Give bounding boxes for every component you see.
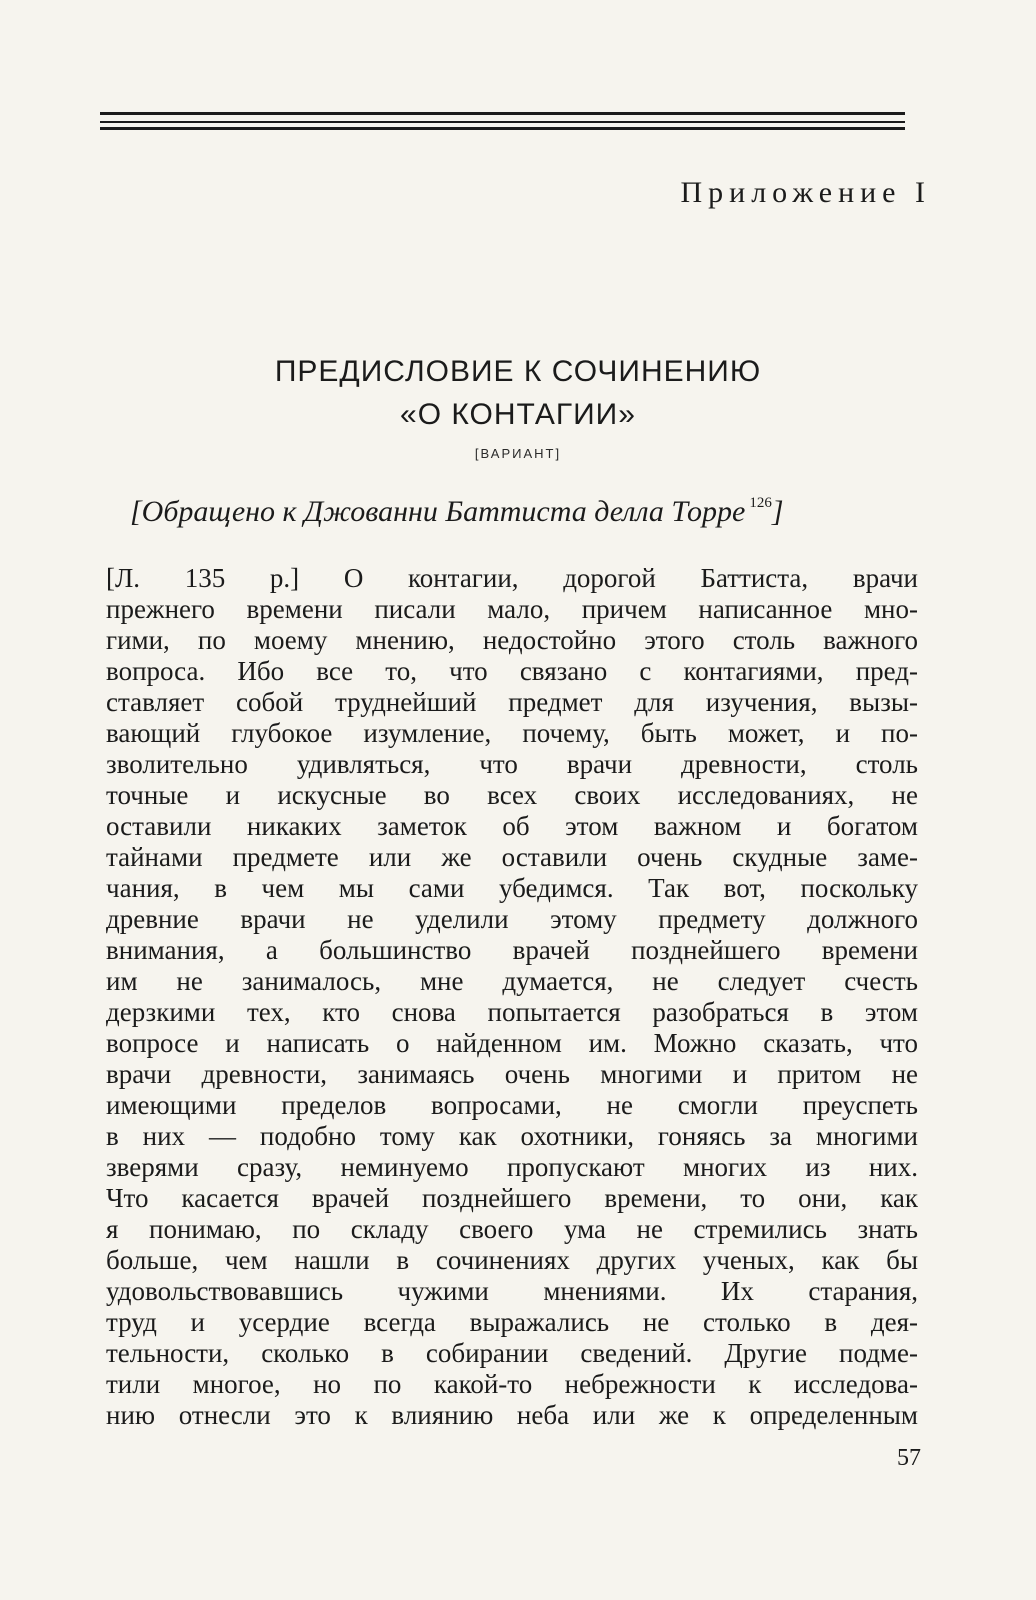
text-line: Что касается врачей позднейшего времени, то они, как (106, 1183, 918, 1213)
dedication-close-bracket: ] (771, 495, 784, 528)
header-rule-middle (100, 121, 905, 123)
dedication-line (130, 495, 910, 529)
text-line: тайнами предмете или же оставили очень скудные заме- (106, 842, 918, 872)
text-line: гими, по моему мнению, недостойно этого столь важного (106, 625, 918, 655)
header-rule-top (100, 112, 905, 115)
text-line: тельности, сколько в собирании сведений. Другие подме- (106, 1338, 918, 1368)
text-line: врачи древности, занимаясь очень многими и притом не (106, 1059, 918, 1089)
page-number: 57 (897, 1445, 921, 1471)
text-line: оставили никаких заметок об этом важном и богатом (106, 811, 918, 841)
text-line: древние врачи не уделили этому предмету должного (106, 904, 918, 934)
text-line: внимания, а большинство врачей позднейшего времени (106, 935, 918, 965)
text-line: я понимаю, по складу своего ума не стремились знать (106, 1214, 918, 1244)
appendix-label: Приложение I (680, 176, 931, 209)
text-line: зволительно удивляться, что врачи древности, столь (106, 749, 918, 779)
text-line: в них — подобно тому как охотники, гоняясь за многими (106, 1121, 918, 1151)
text-line: ставляет собой труднейший предмет для изучения, вызы- (106, 687, 918, 717)
text-line: им не занималось, мне думается, не следует счесть (106, 966, 918, 996)
variant-label: [ВАРИАНТ] (474, 446, 562, 461)
text-line: тили многое, но по какой-то небрежности к исследова- (106, 1369, 918, 1399)
text-line: дерзкими тех, кто снова попытается разобраться в этом (106, 997, 918, 1027)
body-text (106, 563, 918, 1431)
chapter-title-line-2: «О КОНТАГИИ» (400, 398, 636, 431)
text-line: труд и усердие всегда выражались не столько в дея- (106, 1307, 918, 1337)
chapter-title-line-1: ПРЕДИСЛОВИЕ К СОЧИНЕНИЮ (274, 355, 762, 388)
text-line: вопросе и написать о найденном им. Можно сказать, что (106, 1028, 918, 1058)
text-line: больше, чем нашли в сочинениях других ученых, как бы (106, 1245, 918, 1275)
footnote-reference: 126 (749, 495, 772, 511)
text-line: удовольствовавшись чужими мнениями. Их старания, (106, 1276, 918, 1306)
text-line: [Л. 135 р.] О контагии, дорогой Баттиста, врачи (106, 563, 918, 593)
text-line: вающий глубокое изумление, почему, быть может, и по- (106, 718, 918, 748)
text-line: нию отнесли это к влиянию неба или же к определенным (106, 1400, 918, 1430)
text-line: прежнего времени писали мало, причем написанное мно- (106, 594, 918, 624)
dedication-text: [Обращено к Джованни Баттиста делла Торре (130, 495, 746, 528)
text-line: имеющими пределов вопросами, не смогли преуспеть (106, 1090, 918, 1120)
text-line: точные и искусные во всех своих исследованиях, не (106, 780, 918, 810)
text-line: вопроса. Ибо все то, что связано с контагиями, пред- (106, 656, 918, 686)
header-rule-bottom (100, 127, 905, 130)
text-line: зверями сразу, неминуемо пропускают многих из них. (106, 1152, 918, 1182)
text-line: чания, в чем мы сами убедимся. Так вот, поскольку (106, 873, 918, 903)
